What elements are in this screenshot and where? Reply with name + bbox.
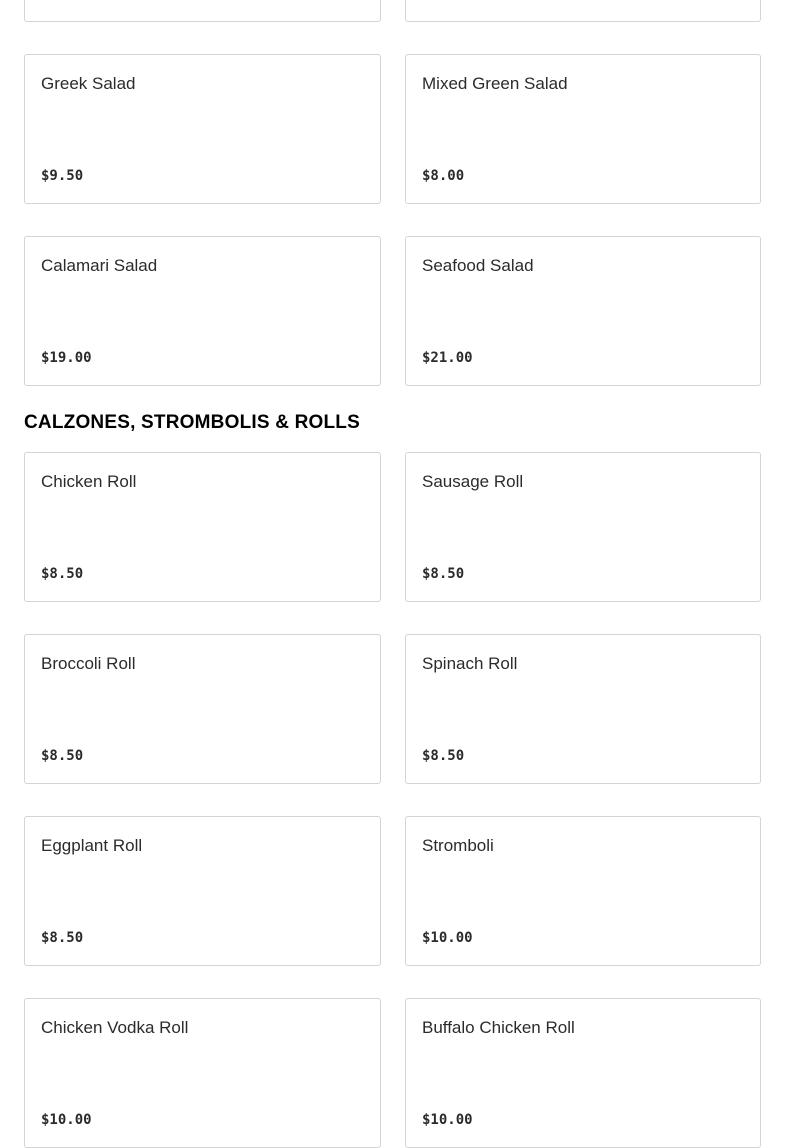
menu-item-card[interactable] bbox=[24, 0, 381, 22]
menu-item-price: $19.00 bbox=[41, 350, 92, 366]
menu-item-card[interactable] bbox=[24, 452, 381, 602]
menu-item-name: Chicken Roll bbox=[41, 472, 137, 491]
menu-item-name: Broccoli Roll bbox=[41, 654, 136, 673]
menu-item-name: Stromboli bbox=[422, 836, 494, 855]
menu-item-name: Calamari Salad bbox=[41, 256, 158, 275]
menu-item-name: Greek Salad bbox=[41, 74, 136, 93]
menu-item-price: $10.00 bbox=[422, 1112, 473, 1128]
menu-item-card[interactable] bbox=[405, 634, 761, 784]
menu-item-card[interactable] bbox=[405, 236, 761, 386]
menu-item-price: $8.50 bbox=[41, 930, 84, 946]
menu-item-price: $10.00 bbox=[422, 930, 473, 946]
menu-item-name: Seafood Salad bbox=[422, 256, 534, 275]
menu-item-name: Spinach Roll bbox=[422, 654, 518, 673]
menu-item-card[interactable] bbox=[405, 452, 761, 602]
menu-item-price: $8.50 bbox=[41, 748, 84, 764]
menu-item-card[interactable] bbox=[24, 816, 381, 966]
menu-item-card[interactable] bbox=[24, 998, 381, 1148]
menu-item-name: Eggplant Roll bbox=[41, 836, 143, 855]
menu-item-price: $10.00 bbox=[41, 1112, 92, 1128]
menu-item-price: $8.00 bbox=[422, 168, 465, 184]
menu-item-price: $8.50 bbox=[422, 748, 465, 764]
menu-item-card[interactable] bbox=[405, 54, 761, 204]
menu-item-name: Chicken Vodka Roll bbox=[41, 1018, 189, 1037]
menu-item-price: $9.50 bbox=[41, 168, 84, 184]
menu-item-price: $8.50 bbox=[41, 566, 84, 582]
menu-item-name: Mixed Green Salad bbox=[422, 74, 568, 93]
menu-item-card[interactable] bbox=[24, 634, 381, 784]
menu-item-name: Sausage Roll bbox=[422, 472, 524, 491]
menu-item-card[interactable] bbox=[405, 998, 761, 1148]
menu-item-price: $21.00 bbox=[422, 350, 473, 366]
menu-item-name: Buffalo Chicken Roll bbox=[422, 1018, 575, 1037]
menu-item-price: $8.50 bbox=[422, 566, 465, 582]
menu-item-card[interactable] bbox=[24, 54, 381, 204]
salads-grid bbox=[24, 0, 761, 386]
menu-item-card[interactable] bbox=[405, 816, 761, 966]
menu-item-card[interactable] bbox=[405, 0, 761, 22]
menu-item-card[interactable] bbox=[24, 236, 381, 386]
section-title-calzones: CALZONES, STROMBOLIS & ROLLS bbox=[24, 412, 360, 433]
menu-content bbox=[24, 0, 761, 1148]
calzones-grid bbox=[24, 452, 761, 1148]
